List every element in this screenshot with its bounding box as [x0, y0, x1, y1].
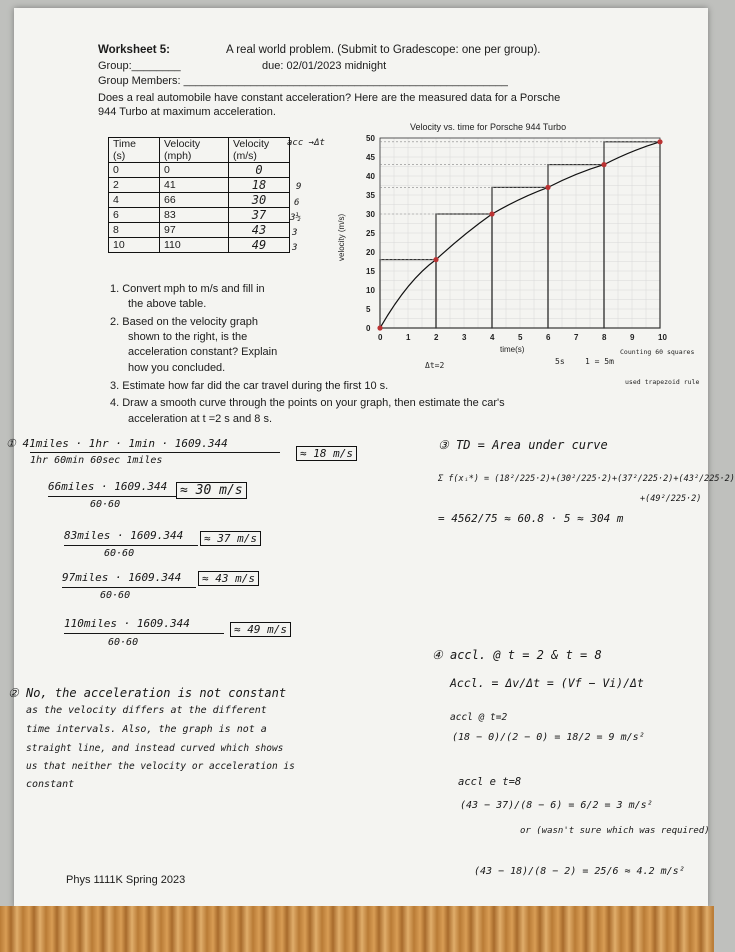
answer-3-result: = 4562/75 ≈ 60.8 · 5 ≈ 304 m: [438, 512, 624, 525]
annotation-square: 1 = 5m: [585, 357, 614, 366]
x-tick-label: 7: [574, 333, 579, 342]
answer-3-heading: ③ TD = Area under curve: [438, 438, 608, 452]
answer-4-alt-calc: (43 − 18)/(8 − 2) = 25/6 ≈ 4.2 m/s²: [474, 866, 685, 877]
question-1: 1. Convert mph to m/s and fill in: [110, 283, 265, 295]
y-tick-label: 30: [366, 210, 375, 219]
answer-1d-numerator: 97miles · 1609.344: [62, 571, 182, 584]
table-row: 4 66 30: [109, 193, 290, 208]
question-2-cont: how you concluded.: [128, 362, 226, 374]
data-point: [545, 185, 550, 190]
col-unit-time: (s): [113, 150, 126, 162]
fraction-line: [30, 452, 280, 453]
answer-1-result: ≈ 18 m/s: [296, 446, 357, 461]
x-tick-label: 6: [546, 333, 551, 342]
question-2-cont: acceleration constant? Explain: [128, 346, 278, 358]
answer-1e-numerator: 110miles · 1609.344: [64, 617, 190, 630]
y-tick-label: 50: [366, 134, 375, 143]
answer-1d-denominator: 60·60: [100, 590, 131, 601]
question-4: 4. Draw a smooth curve through the points on your graph, then estimate the car's: [110, 397, 505, 409]
group-field: Group:________: [98, 60, 181, 72]
col-header-velocity-mph: Velocity: [164, 138, 201, 150]
table-row: 2 41 18: [109, 178, 290, 193]
question-2-cont: shown to the right, is the: [128, 331, 248, 343]
answer-4-note: or (wasn't sure which was required): [520, 826, 710, 836]
x-tick-label: 10: [658, 333, 667, 342]
answer-4-t2-calc: (18 − 0)/(2 − 0) = 18/2 = 9 m/s²: [452, 732, 645, 743]
y-tick-label: 0: [366, 324, 371, 333]
answer-1c-result: ≈ 37 m/s: [200, 531, 261, 546]
worksheet-title: Worksheet 5:: [98, 44, 171, 56]
fraction-line: [64, 633, 224, 634]
answer-2-line: ② No, the acceleration is not constant: [8, 686, 287, 700]
x-tick-label: 5: [518, 333, 523, 342]
answer-1e-denominator: 60·60: [108, 637, 139, 648]
question-4-cont: acceleration at t =2 s and 8 s.: [128, 413, 273, 425]
x-tick-label: 1: [406, 333, 411, 342]
question-2: 2. Based on the velocity graph: [110, 316, 258, 328]
group-members-field: Group Members: _____________________________________________________: [98, 75, 508, 87]
answer-2-line: us that neither the velocity or acceleration is: [26, 761, 295, 772]
table-diff: 6: [294, 198, 300, 208]
table-diff: 3: [292, 228, 298, 238]
x-tick-label: 2: [434, 333, 439, 342]
fraction-line: [62, 587, 196, 588]
answer-3-sum-2: +(49²/225·2): [640, 494, 702, 504]
table-row: 0 0 0: [109, 163, 290, 178]
annotation-dt: Δt=2: [425, 361, 445, 370]
answer-4-t8-calc: (43 − 37)/(8 − 6) = 6/2 = 3 m/s²: [460, 800, 653, 811]
answer-1-numerator: ① 41miles · 1hr · 1min · 1609.344: [6, 437, 228, 450]
answer-4-t8-label: accl e t=8: [458, 776, 522, 788]
question-1-cont: the above table.: [128, 298, 207, 310]
answer-1c-denominator: 60·60: [104, 548, 135, 559]
table-side-note: acc →Δt: [287, 138, 325, 148]
question-intro-2: 944 Turbo at maximum acceleration.: [98, 106, 276, 118]
table-diff: 3: [292, 243, 298, 253]
answer-1b-denominator: 60·60: [90, 499, 121, 510]
table-row: 8 97 43: [109, 223, 290, 238]
answer-4-t2-label: accl @ t=2: [450, 712, 508, 723]
y-tick-label: 5: [366, 305, 371, 314]
y-tick-label: 20: [366, 248, 375, 257]
x-tick-label: 0: [378, 333, 383, 342]
y-tick-label: 10: [366, 286, 375, 295]
annotation-5s: 5s: [555, 357, 565, 366]
answer-1e-result: ≈ 49 m/s: [230, 622, 291, 637]
answer-4-formula: Accl. = Δv/Δt = (Vf − Vi)/Δt: [450, 676, 644, 690]
answer-1c-numerator: 83miles · 1609.344: [64, 529, 184, 542]
data-point: [489, 211, 494, 216]
x-tick-label: 8: [602, 333, 607, 342]
submission-note: A real world problem. (Submit to Gradescope: one per group).: [226, 44, 541, 56]
x-tick-label: 4: [490, 333, 495, 342]
y-tick-label: 40: [366, 172, 375, 181]
y-tick-label: 35: [366, 191, 375, 200]
col-unit-ms: (m/s): [233, 150, 257, 162]
data-point: [657, 139, 662, 144]
answer-1b-result: ≈ 30 m/s: [176, 482, 247, 499]
answer-1-denominator: 1hr 60min 60sec 1miles: [30, 455, 163, 466]
data-point: [377, 325, 382, 330]
col-header-velocity-ms: Velocity: [233, 138, 270, 150]
chart-title: Velocity vs. time for Porsche 944 Turbo: [410, 122, 567, 132]
table-diff: 3½: [290, 213, 301, 223]
fraction-line: [48, 496, 176, 497]
col-unit-mph: (mph): [164, 150, 192, 162]
data-table: [108, 137, 290, 253]
y-tick-label: 45: [366, 153, 375, 162]
answer-2-line: straight line, and instead curved which shows: [26, 743, 284, 754]
answer-2-line: as the velocity differs at the different: [26, 705, 267, 716]
y-tick-label: 25: [366, 229, 375, 238]
answer-1b-numerator: 66miles · 1609.344: [48, 480, 168, 493]
table-diff: 9: [296, 182, 302, 192]
course-footer: Phys 1111K Spring 2023: [66, 874, 186, 886]
due-date: due: 02/01/2023 midnight: [262, 60, 387, 72]
answer-2-line: time intervals. Also, the graph is not a: [26, 724, 267, 735]
col-header-time: Time: [113, 138, 136, 150]
data-point: [601, 162, 606, 167]
question-intro: Does a real automobile have constant acceleration? Here are the measured data for a Porsche: [98, 92, 561, 104]
answer-2-line: constant: [26, 779, 75, 790]
data-point: [433, 257, 438, 262]
annotation-trapezoid: used trapezoid rule: [625, 378, 700, 386]
answer-4-heading: ④ accl. @ t = 2 & t = 8: [432, 648, 602, 662]
x-tick-label: 9: [630, 333, 635, 342]
velocity-chart: [330, 118, 700, 386]
table-row: 6 83 37: [109, 208, 290, 223]
question-3: 3. Estimate how far did the car travel during the first 10 s.: [110, 380, 389, 392]
answer-1d-result: ≈ 43 m/s: [198, 571, 259, 586]
table-row: 10 110 49: [109, 238, 290, 253]
annotation-count: Counting 60 squares: [620, 348, 695, 356]
y-tick-label: 15: [366, 267, 375, 276]
wooden-table-edge: [0, 906, 714, 952]
y-axis-label: velocity (m/s): [337, 213, 346, 261]
x-tick-label: 3: [462, 333, 467, 342]
fraction-line: [64, 545, 198, 546]
x-axis-label: time(s): [500, 345, 525, 354]
answer-3-sum: Σ f(xᵢ*) = (18²/225·2)+(30²/225·2)+(37²/225·2)+(43²/225·2): [438, 474, 735, 484]
